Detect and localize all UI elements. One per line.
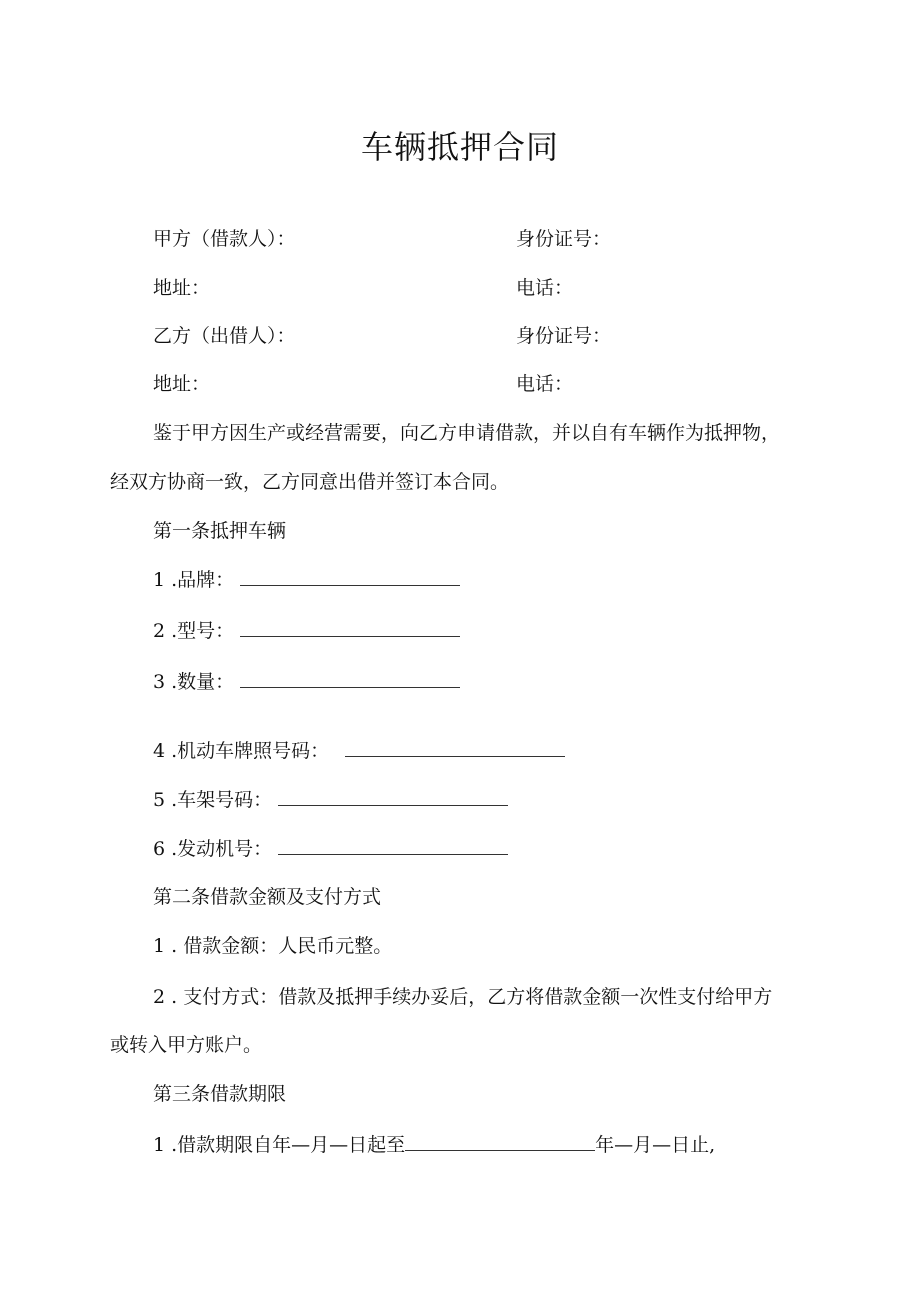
item-label: .机动车牌照号码： [171,740,330,762]
party-b-address-label: 地址： [153,373,211,395]
item-label: .车架号码： [171,789,273,811]
party-b-label: 乙方（出借人）： [153,325,296,347]
party-a-id-label: 身份证号： [516,228,612,250]
item-label: .数量： [171,671,235,693]
article-3-heading: 第三条借款期限 [153,1083,287,1105]
preamble-line-2: 经双方协商一致，乙方同意出借并签订本合同。 [110,471,510,493]
article-2-item-2-line-2: 或转入甲方账户。 [110,1034,263,1056]
model-blank-line [240,618,460,637]
brand-blank-line [240,567,460,586]
item-number: 2 [153,620,166,642]
article-1-heading: 第一条抵押车辆 [153,520,287,542]
item-number: 3 [153,671,166,693]
party-a-phone-label: 电话： [516,277,574,299]
quantity-blank-line [240,669,460,688]
article-2-heading: 第二条借款金额及支付方式 [153,886,382,908]
item-number: 5 [153,789,166,811]
vehicle-item-quantity [153,669,460,695]
loan-term-blank-line [405,1132,595,1151]
item-label: .型号： [171,620,235,642]
preamble-line-1: 鉴于甲方因生产或经营需要，向乙方申请借款，并以自有车辆作为抵押物， [153,422,781,444]
plate-blank-line [345,738,565,757]
document-title: 车辆抵押合同 [360,128,559,166]
vin-blank-line [278,787,508,806]
vehicle-item-vin [153,787,508,813]
item-label: .品牌： [171,569,235,591]
loan-term-prefix: 1 .借款期限自年—月—日起至 [153,1134,406,1156]
vehicle-item-engine [153,836,508,862]
loan-term-suffix: 年—月—日止, [595,1134,716,1156]
party-b-phone-label: 电话： [516,373,574,395]
vehicle-item-plate [153,738,565,764]
vehicle-item-brand [153,567,460,593]
engine-blank-line [278,836,508,855]
item-label: .发动机号： [171,838,273,860]
article-2-item-1: 1 . 借款金额：人民币元整。 [153,935,393,957]
party-a-address-label: 地址： [153,277,211,299]
article-2-item-2-line-1: 2 . 支付方式：借款及抵押手续办妥后，乙方将借款金额一次性支付给甲方 [153,986,773,1008]
item-number: 4 [153,740,166,762]
vehicle-item-model [153,618,460,644]
article-3-item-1 [153,1132,715,1158]
party-b-id-label: 身份证号： [516,325,612,347]
item-number: 6 [153,838,166,860]
party-a-label: 甲方（借款人）： [153,228,296,250]
item-number: 1 [153,569,166,591]
